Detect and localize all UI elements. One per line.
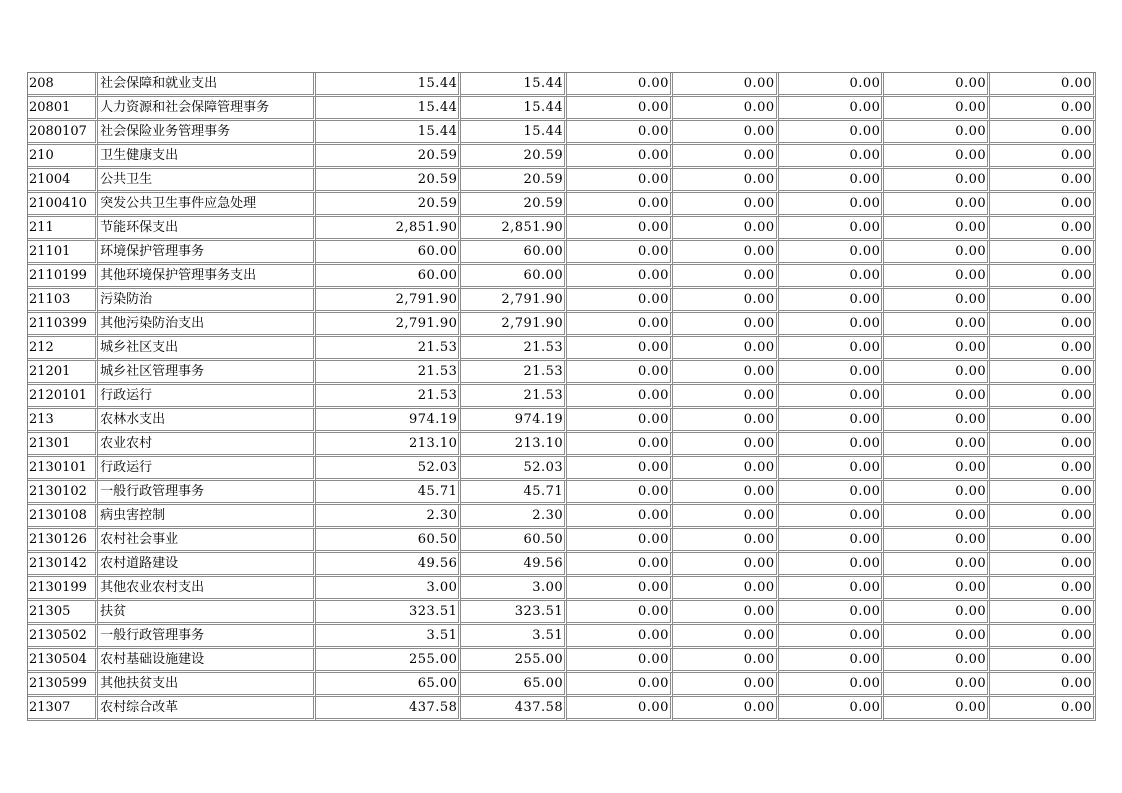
- amount-cell: 3.00: [316, 577, 462, 601]
- table-row: [28, 337, 1096, 361]
- amount-cell: 15.44: [316, 73, 462, 97]
- amount-cell: 60.50: [461, 529, 567, 553]
- amount-cell: 20.59: [461, 193, 567, 217]
- amount-cell: 0.00: [990, 169, 1096, 193]
- amount-cell: 0.00: [567, 433, 673, 457]
- amount-cell: 0.00: [567, 505, 673, 529]
- amount-cell: 0.00: [779, 121, 885, 145]
- subject-name-cell: 污染防治: [98, 289, 316, 313]
- amount-cell: 21.53: [461, 361, 567, 385]
- amount-cell: 0.00: [884, 553, 990, 577]
- amount-cell: 2.30: [461, 505, 567, 529]
- table-row: [28, 265, 1096, 289]
- amount-cell: 49.56: [461, 553, 567, 577]
- subject-name-cell: 卫生健康支出: [98, 145, 316, 169]
- table-row: [28, 121, 1096, 145]
- amount-cell: 21.53: [316, 385, 462, 409]
- amount-cell: 15.44: [461, 121, 567, 145]
- subject-code-cell: 2130599: [28, 673, 98, 697]
- amount-cell: 45.71: [461, 481, 567, 505]
- amount-cell: 0.00: [779, 409, 885, 433]
- subject-name-cell: 其他环境保护管理事务支出: [98, 265, 316, 289]
- amount-cell: 0.00: [567, 97, 673, 121]
- amount-cell: 0.00: [990, 193, 1096, 217]
- amount-cell: 0.00: [567, 553, 673, 577]
- subject-name-cell: 病虫害控制: [98, 505, 316, 529]
- subject-code-cell: 21103: [28, 289, 98, 313]
- amount-cell: 0.00: [673, 385, 779, 409]
- amount-cell: 0.00: [884, 577, 990, 601]
- amount-cell: 0.00: [673, 529, 779, 553]
- amount-cell: 0.00: [779, 241, 885, 265]
- subject-code-cell: 21301: [28, 433, 98, 457]
- subject-name-cell: 一般行政管理事务: [98, 481, 316, 505]
- amount-cell: 974.19: [316, 409, 462, 433]
- amount-cell: 3.00: [461, 577, 567, 601]
- amount-cell: 0.00: [779, 649, 885, 673]
- amount-cell: 213.10: [461, 433, 567, 457]
- subject-code-cell: 211: [28, 217, 98, 241]
- amount-cell: 0.00: [990, 529, 1096, 553]
- subject-name-cell: 农村社会事业: [98, 529, 316, 553]
- subject-name-cell: 城乡社区管理事务: [98, 361, 316, 385]
- amount-cell: 0.00: [779, 697, 885, 721]
- amount-cell: 0.00: [884, 697, 990, 721]
- amount-cell: 0.00: [990, 265, 1096, 289]
- amount-cell: 213.10: [316, 433, 462, 457]
- table-row: [28, 433, 1096, 457]
- amount-cell: 0.00: [884, 97, 990, 121]
- amount-cell: 0.00: [990, 121, 1096, 145]
- amount-cell: 0.00: [990, 505, 1096, 529]
- table-row: [28, 577, 1096, 601]
- amount-cell: 0.00: [779, 289, 885, 313]
- amount-cell: 0.00: [567, 409, 673, 433]
- amount-cell: 21.53: [461, 385, 567, 409]
- subject-code-cell: 20801: [28, 97, 98, 121]
- amount-cell: 0.00: [990, 241, 1096, 265]
- table-row: [28, 505, 1096, 529]
- amount-cell: 2,851.90: [461, 217, 567, 241]
- amount-cell: 0.00: [990, 553, 1096, 577]
- amount-cell: 0.00: [673, 361, 779, 385]
- table-row: [28, 697, 1096, 721]
- amount-cell: 0.00: [673, 505, 779, 529]
- amount-cell: 0.00: [884, 481, 990, 505]
- amount-cell: 0.00: [779, 577, 885, 601]
- amount-cell: 15.44: [316, 121, 462, 145]
- subject-name-cell: 农业农村: [98, 433, 316, 457]
- amount-cell: 20.59: [461, 169, 567, 193]
- table-row: [28, 289, 1096, 313]
- amount-cell: 0.00: [567, 337, 673, 361]
- amount-cell: 0.00: [990, 289, 1096, 313]
- amount-cell: 0.00: [779, 385, 885, 409]
- table-row: [28, 409, 1096, 433]
- subject-code-cell: 2130504: [28, 649, 98, 673]
- amount-cell: 0.00: [884, 337, 990, 361]
- subject-code-cell: 21201: [28, 361, 98, 385]
- amount-cell: 0.00: [779, 625, 885, 649]
- amount-cell: 0.00: [990, 217, 1096, 241]
- subject-name-cell: 农村道路建设: [98, 553, 316, 577]
- amount-cell: 0.00: [673, 193, 779, 217]
- amount-cell: 0.00: [673, 73, 779, 97]
- amount-cell: 60.00: [461, 241, 567, 265]
- amount-cell: 437.58: [461, 697, 567, 721]
- amount-cell: 0.00: [779, 505, 885, 529]
- table-row: [28, 601, 1096, 625]
- amount-cell: 0.00: [884, 433, 990, 457]
- subject-name-cell: 行政运行: [98, 457, 316, 481]
- subject-name-cell: 行政运行: [98, 385, 316, 409]
- subject-name-cell: 社会保障和就业支出: [98, 73, 316, 97]
- table-row: [28, 217, 1096, 241]
- table-row: [28, 97, 1096, 121]
- table-row: [28, 73, 1096, 97]
- amount-cell: 0.00: [884, 457, 990, 481]
- amount-cell: 0.00: [884, 361, 990, 385]
- table-row: [28, 145, 1096, 169]
- amount-cell: 2,851.90: [316, 217, 462, 241]
- amount-cell: 0.00: [567, 673, 673, 697]
- amount-cell: 0.00: [567, 121, 673, 145]
- amount-cell: 2,791.90: [316, 289, 462, 313]
- subject-code-cell: 212: [28, 337, 98, 361]
- amount-cell: 0.00: [673, 577, 779, 601]
- amount-cell: 52.03: [461, 457, 567, 481]
- amount-cell: 0.00: [673, 145, 779, 169]
- amount-cell: 52.03: [316, 457, 462, 481]
- amount-cell: 60.50: [316, 529, 462, 553]
- subject-code-cell: 21004: [28, 169, 98, 193]
- amount-cell: 45.71: [316, 481, 462, 505]
- amount-cell: 437.58: [316, 697, 462, 721]
- subject-name-cell: 节能环保支出: [98, 217, 316, 241]
- subject-code-cell: 208: [28, 73, 98, 97]
- amount-cell: 0.00: [884, 409, 990, 433]
- subject-code-cell: 21307: [28, 697, 98, 721]
- amount-cell: 0.00: [884, 625, 990, 649]
- subject-name-cell: 城乡社区支出: [98, 337, 316, 361]
- subject-code-cell: 2110199: [28, 265, 98, 289]
- amount-cell: 0.00: [779, 193, 885, 217]
- amount-cell: 0.00: [673, 97, 779, 121]
- table-row: [28, 361, 1096, 385]
- amount-cell: 0.00: [673, 337, 779, 361]
- amount-cell: 0.00: [673, 217, 779, 241]
- amount-cell: 0.00: [673, 601, 779, 625]
- subject-name-cell: 人力资源和社会保障管理事务: [98, 97, 316, 121]
- table-row: [28, 313, 1096, 337]
- amount-cell: 0.00: [673, 649, 779, 673]
- subject-name-cell: 环境保护管理事务: [98, 241, 316, 265]
- amount-cell: 15.44: [316, 97, 462, 121]
- amount-cell: 0.00: [779, 265, 885, 289]
- subject-name-cell: 突发公共卫生事件应急处理: [98, 193, 316, 217]
- subject-code-cell: 2130108: [28, 505, 98, 529]
- amount-cell: 0.00: [990, 145, 1096, 169]
- amount-cell: 0.00: [884, 265, 990, 289]
- amount-cell: 0.00: [990, 385, 1096, 409]
- amount-cell: 0.00: [567, 481, 673, 505]
- amount-cell: 0.00: [673, 169, 779, 193]
- amount-cell: 0.00: [884, 505, 990, 529]
- amount-cell: 0.00: [990, 697, 1096, 721]
- amount-cell: 21.53: [461, 337, 567, 361]
- amount-cell: 0.00: [779, 145, 885, 169]
- amount-cell: 20.59: [316, 169, 462, 193]
- amount-cell: 0.00: [673, 241, 779, 265]
- budget-table: [27, 72, 1096, 721]
- amount-cell: 0.00: [884, 601, 990, 625]
- amount-cell: 60.00: [316, 241, 462, 265]
- table-row: [28, 457, 1096, 481]
- subject-code-cell: 2100410: [28, 193, 98, 217]
- subject-code-cell: 2130199: [28, 577, 98, 601]
- subject-code-cell: 21305: [28, 601, 98, 625]
- subject-code-cell: 2110399: [28, 313, 98, 337]
- amount-cell: 0.00: [884, 289, 990, 313]
- amount-cell: 0.00: [779, 601, 885, 625]
- amount-cell: 0.00: [990, 409, 1096, 433]
- amount-cell: 60.00: [316, 265, 462, 289]
- amount-cell: 0.00: [567, 145, 673, 169]
- amount-cell: 0.00: [884, 145, 990, 169]
- amount-cell: 0.00: [779, 481, 885, 505]
- amount-cell: 0.00: [884, 529, 990, 553]
- amount-cell: 0.00: [990, 97, 1096, 121]
- subject-name-cell: 农村基础设施建设: [98, 649, 316, 673]
- amount-cell: 0.00: [567, 361, 673, 385]
- subject-name-cell: 一般行政管理事务: [98, 625, 316, 649]
- subject-code-cell: 2120101: [28, 385, 98, 409]
- amount-cell: 0.00: [884, 385, 990, 409]
- table-row: [28, 625, 1096, 649]
- amount-cell: 0.00: [673, 289, 779, 313]
- amount-cell: 0.00: [567, 241, 673, 265]
- amount-cell: 0.00: [884, 217, 990, 241]
- amount-cell: 0.00: [990, 73, 1096, 97]
- amount-cell: 0.00: [673, 481, 779, 505]
- amount-cell: 0.00: [779, 529, 885, 553]
- amount-cell: 0.00: [884, 193, 990, 217]
- amount-cell: 323.51: [461, 601, 567, 625]
- amount-cell: 0.00: [567, 289, 673, 313]
- amount-cell: 65.00: [316, 673, 462, 697]
- amount-cell: 0.00: [567, 385, 673, 409]
- amount-cell: 49.56: [316, 553, 462, 577]
- amount-cell: 3.51: [316, 625, 462, 649]
- amount-cell: 0.00: [567, 697, 673, 721]
- amount-cell: 0.00: [673, 697, 779, 721]
- table-row: [28, 193, 1096, 217]
- amount-cell: 0.00: [567, 265, 673, 289]
- amount-cell: 255.00: [461, 649, 567, 673]
- amount-cell: 0.00: [673, 409, 779, 433]
- amount-cell: 0.00: [884, 241, 990, 265]
- subject-code-cell: 2080107: [28, 121, 98, 145]
- amount-cell: 0.00: [567, 577, 673, 601]
- amount-cell: 0.00: [990, 337, 1096, 361]
- amount-cell: 0.00: [884, 649, 990, 673]
- amount-cell: 20.59: [316, 145, 462, 169]
- table-row: [28, 553, 1096, 577]
- subject-code-cell: 2130126: [28, 529, 98, 553]
- table-body: [28, 73, 1096, 721]
- subject-name-cell: 社会保险业务管理事务: [98, 121, 316, 145]
- amount-cell: 15.44: [461, 73, 567, 97]
- table-row: [28, 649, 1096, 673]
- amount-cell: 0.00: [884, 673, 990, 697]
- amount-cell: 0.00: [884, 169, 990, 193]
- amount-cell: 0.00: [567, 649, 673, 673]
- amount-cell: 0.00: [990, 601, 1096, 625]
- amount-cell: 0.00: [567, 169, 673, 193]
- amount-cell: 0.00: [990, 649, 1096, 673]
- subject-name-cell: 公共卫生: [98, 169, 316, 193]
- amount-cell: 0.00: [673, 265, 779, 289]
- amount-cell: 0.00: [990, 577, 1096, 601]
- amount-cell: 974.19: [461, 409, 567, 433]
- subject-code-cell: 2130102: [28, 481, 98, 505]
- amount-cell: 0.00: [567, 193, 673, 217]
- amount-cell: 21.53: [316, 337, 462, 361]
- amount-cell: 0.00: [990, 457, 1096, 481]
- amount-cell: 60.00: [461, 265, 567, 289]
- amount-cell: 0.00: [779, 673, 885, 697]
- amount-cell: 2.30: [316, 505, 462, 529]
- amount-cell: 0.00: [779, 97, 885, 121]
- amount-cell: 2,791.90: [461, 289, 567, 313]
- amount-cell: 0.00: [567, 217, 673, 241]
- amount-cell: 0.00: [567, 313, 673, 337]
- subject-code-cell: 21101: [28, 241, 98, 265]
- amount-cell: 255.00: [316, 649, 462, 673]
- amount-cell: 2,791.90: [316, 313, 462, 337]
- table-row: [28, 673, 1096, 697]
- amount-cell: 0.00: [779, 433, 885, 457]
- subject-code-cell: 2130502: [28, 625, 98, 649]
- subject-name-cell: 扶贫: [98, 601, 316, 625]
- amount-cell: 0.00: [884, 121, 990, 145]
- table-row: [28, 385, 1096, 409]
- amount-cell: 0.00: [779, 361, 885, 385]
- amount-cell: 0.00: [673, 313, 779, 337]
- amount-cell: 323.51: [316, 601, 462, 625]
- amount-cell: 0.00: [990, 673, 1096, 697]
- amount-cell: 0.00: [990, 481, 1096, 505]
- amount-cell: 0.00: [673, 625, 779, 649]
- amount-cell: 0.00: [673, 553, 779, 577]
- amount-cell: 20.59: [316, 193, 462, 217]
- amount-cell: 0.00: [673, 121, 779, 145]
- amount-cell: 0.00: [884, 313, 990, 337]
- amount-cell: 0.00: [567, 457, 673, 481]
- amount-cell: 0.00: [673, 457, 779, 481]
- subject-code-cell: 2130101: [28, 457, 98, 481]
- amount-cell: 0.00: [779, 169, 885, 193]
- amount-cell: 3.51: [461, 625, 567, 649]
- amount-cell: 0.00: [779, 553, 885, 577]
- table-row: [28, 241, 1096, 265]
- amount-cell: 0.00: [673, 673, 779, 697]
- subject-name-cell: 其他污染防治支出: [98, 313, 316, 337]
- amount-cell: 0.00: [779, 73, 885, 97]
- amount-cell: 0.00: [779, 457, 885, 481]
- subject-name-cell: 农村综合改革: [98, 697, 316, 721]
- amount-cell: 0.00: [990, 625, 1096, 649]
- amount-cell: 0.00: [673, 433, 779, 457]
- table-row: [28, 169, 1096, 193]
- subject-code-cell: 213: [28, 409, 98, 433]
- table-row: [28, 529, 1096, 553]
- amount-cell: 0.00: [779, 313, 885, 337]
- amount-cell: 0.00: [779, 337, 885, 361]
- subject-code-cell: 2130142: [28, 553, 98, 577]
- amount-cell: 0.00: [990, 313, 1096, 337]
- amount-cell: 0.00: [990, 361, 1096, 385]
- amount-cell: 21.53: [316, 361, 462, 385]
- amount-cell: 0.00: [567, 601, 673, 625]
- amount-cell: 0.00: [779, 217, 885, 241]
- amount-cell: 0.00: [567, 625, 673, 649]
- amount-cell: 0.00: [990, 433, 1096, 457]
- amount-cell: 65.00: [461, 673, 567, 697]
- amount-cell: 0.00: [567, 73, 673, 97]
- amount-cell: 0.00: [884, 73, 990, 97]
- subject-code-cell: 210: [28, 145, 98, 169]
- subject-name-cell: 其他扶贫支出: [98, 673, 316, 697]
- amount-cell: 20.59: [461, 145, 567, 169]
- amount-cell: 2,791.90: [461, 313, 567, 337]
- subject-name-cell: 其他农业农村支出: [98, 577, 316, 601]
- amount-cell: 15.44: [461, 97, 567, 121]
- table-row: [28, 481, 1096, 505]
- amount-cell: 0.00: [567, 529, 673, 553]
- subject-name-cell: 农林水支出: [98, 409, 316, 433]
